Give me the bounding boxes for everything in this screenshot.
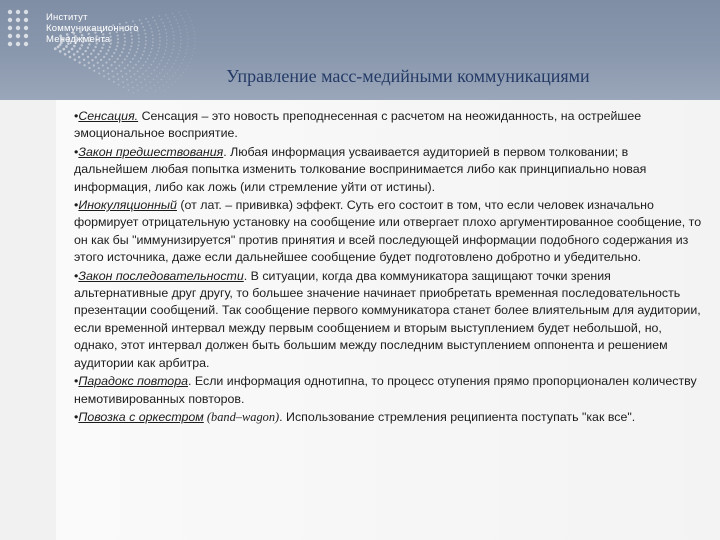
logo-dot	[100, 59, 102, 61]
slide-body	[74, 108, 704, 427]
logo-dot	[141, 22, 143, 24]
term: Закон последовательности	[78, 268, 244, 283]
logo-dot	[185, 52, 186, 53]
logo-dot	[151, 48, 153, 50]
logo-dot	[132, 87, 134, 89]
logo-dot	[93, 49, 95, 51]
logo-dot	[180, 46, 181, 47]
logo-dot	[108, 58, 110, 60]
logo-dot	[16, 18, 20, 22]
logo-dot	[158, 30, 160, 32]
logo-dot	[185, 10, 186, 11]
logo-dot	[68, 50, 71, 53]
logo-dot	[166, 36, 168, 38]
definition-text: Сенсация – это новость преподнесенная с расчетом на неожиданность, на острейшее эмоциональное восприятие.	[74, 109, 642, 141]
logo-dot	[153, 61, 155, 63]
logo-dot	[182, 18, 183, 19]
logo-dot	[156, 23, 158, 25]
definition-text: . Любая информация усваивается аудиторией в первом толковании; в дальнейшем любая попытка изменить толкование воспринимается либо как принципиально новая информация, либо как ложь (или стремление уйти от истины).	[74, 144, 647, 194]
logo-dot	[187, 13, 188, 14]
logo-dot	[162, 22, 164, 24]
logo-dot	[149, 24, 151, 26]
logo-dot	[95, 56, 97, 58]
logo-dot	[111, 55, 113, 57]
logo-dot	[165, 14, 167, 16]
bullet: •	[74, 268, 79, 283]
logo-dot	[121, 51, 123, 53]
logo-dot	[145, 43, 147, 45]
logo-dot	[194, 48, 195, 49]
logo-dot	[154, 20, 156, 22]
logo-dot	[173, 63, 174, 64]
logo-dot	[156, 54, 158, 56]
logo-line: Институт	[46, 12, 88, 23]
logo-dot	[105, 53, 107, 55]
definition-text: (от лат. – прививка) эффект. Суть его состоит в том, что если человек изначально формирует отрицательную установку на сообщение или отвергает плохо аргументированное сообщение, то он как бы "иммунизируется" против принятия и всей последующей информации подобного содержания из этого источника, даже если дальнейшее сообщение будет подготовлено добротно и убедительно.	[74, 198, 702, 265]
logo-dot	[8, 10, 12, 14]
logo-dot	[8, 34, 12, 38]
bullet: •	[74, 198, 79, 213]
logo-text	[46, 12, 139, 45]
logo-dot	[79, 47, 82, 50]
logo-dot	[24, 26, 28, 30]
logo-dot	[174, 16, 175, 17]
logo-dot	[189, 17, 190, 18]
logo-dot	[16, 34, 20, 38]
logo-dot	[83, 59, 85, 61]
logo-dot	[126, 55, 128, 57]
logo-dot	[177, 23, 178, 24]
logo-dot	[150, 87, 151, 88]
logo-dot	[138, 60, 140, 62]
logo-dot	[190, 58, 191, 59]
bullet: •	[74, 409, 79, 424]
logo-dot	[187, 42, 188, 43]
logo-dot	[159, 37, 161, 39]
logo-dot	[185, 25, 186, 26]
logo-dot	[157, 50, 159, 52]
logo-dot	[183, 59, 184, 60]
logo-dot	[152, 17, 154, 19]
logo-dot	[189, 62, 190, 63]
logo-dot	[166, 62, 168, 64]
logo-dot	[172, 13, 173, 14]
bullet: •	[74, 144, 79, 159]
logo-dot	[170, 56, 172, 58]
logo-dot	[165, 50, 167, 52]
logo-dot	[171, 52, 173, 54]
definition-text: . Использование стремления реципиента поступать "как все".	[279, 409, 636, 424]
logo-dot	[190, 20, 191, 21]
logo-dot	[82, 53, 84, 55]
logo-dot	[187, 39, 188, 40]
logo-dot	[155, 57, 157, 59]
logo-dot	[97, 62, 99, 64]
logo-dot	[150, 51, 152, 53]
logo-dot	[59, 50, 62, 53]
logo-dot	[166, 43, 168, 45]
logo-dot	[8, 18, 12, 22]
logo-dot	[178, 11, 179, 12]
logo-dot	[168, 59, 170, 61]
logo-dot	[151, 31, 153, 33]
logo-dot	[146, 90, 147, 91]
logo-dot	[69, 56, 72, 59]
logo-dot	[159, 44, 161, 46]
logo-dot	[144, 47, 146, 49]
logo-dot	[109, 46, 111, 48]
term: Закон предшествования	[78, 144, 224, 159]
logo-dot	[54, 47, 57, 50]
logo-dot	[173, 38, 175, 40]
logo-dot	[178, 26, 179, 27]
logo-dot	[161, 19, 163, 21]
logo-dot	[90, 53, 92, 55]
logo-dot	[78, 56, 80, 58]
logo-dot	[166, 46, 168, 48]
logo-dot	[87, 47, 89, 49]
logo-dot	[166, 39, 168, 41]
logo-dot	[159, 15, 161, 17]
list-item	[74, 409, 704, 426]
logo-dot	[187, 32, 188, 33]
logo-dot	[194, 45, 195, 46]
definition-text: . В ситуации, когда два коммуникатора защищают точки зрения альтернативные друг другу, то большее значение начинает приобретать временная последовательность презентации сообщений. Так сообщение первого коммуникатора станет более влиятельным для аудитории, если временной интервал между первым сообщением и вторым выступлением будет небольшой, но, однако, этот интервал должен быть большим между последним выступлением оппонента и решением аудитории как арбитра.	[74, 268, 701, 370]
logo-dot	[16, 42, 20, 46]
term-aside: (band–wagon)	[203, 409, 280, 424]
logo-dot	[152, 38, 154, 40]
logo-dot	[170, 24, 172, 26]
logo-dot	[57, 46, 60, 49]
logo-dot	[193, 51, 194, 52]
logo-dot	[159, 40, 161, 42]
logo-dot	[179, 29, 180, 30]
bullet: •	[74, 374, 79, 389]
logo-dot	[161, 60, 163, 62]
logo-dot	[73, 45, 76, 48]
logo-dot	[141, 87, 143, 89]
logo-dot	[175, 60, 176, 61]
logo-dot	[165, 29, 167, 31]
logo-dot	[114, 61, 116, 63]
logo-dot	[155, 90, 156, 91]
list-item	[74, 108, 704, 143]
logo-dot	[71, 48, 74, 51]
logo-dot	[192, 24, 193, 25]
logo-dot	[103, 56, 105, 58]
logo-dot	[186, 49, 187, 50]
logo-dot	[8, 42, 12, 46]
logo-dot	[173, 42, 175, 44]
logo-dot	[192, 55, 193, 56]
logo-dot	[24, 18, 28, 22]
logo-dot	[24, 42, 28, 46]
logo-dot	[145, 18, 147, 20]
logo-dot	[194, 31, 195, 32]
logo-dot	[173, 35, 175, 37]
logo-dot	[152, 45, 154, 47]
logo-dot	[187, 35, 188, 36]
logo-dot	[143, 50, 145, 52]
logo-dot	[159, 87, 160, 88]
logo-dot	[173, 45, 175, 47]
logo-dot	[186, 28, 187, 29]
logo-dot	[134, 55, 136, 57]
logo-dot	[179, 50, 180, 51]
logo-dot	[140, 57, 142, 59]
logo-dot	[184, 56, 185, 57]
logo-dot	[16, 10, 20, 14]
logo-dot	[137, 90, 139, 92]
logo-dot	[145, 36, 147, 38]
logo-dot	[73, 53, 76, 56]
logo-dot	[119, 55, 121, 57]
logo-dot	[187, 46, 188, 47]
logo-dot	[142, 54, 144, 56]
list-item	[74, 197, 704, 267]
logo-dot	[180, 33, 181, 34]
logo-dot	[139, 19, 141, 21]
logo-dot	[94, 46, 96, 48]
logo-dot	[24, 10, 28, 14]
logo-dot	[87, 56, 89, 58]
list-item	[74, 144, 704, 196]
logo-dot	[142, 26, 144, 28]
logo-dot	[137, 48, 139, 50]
logo-dot	[164, 90, 165, 91]
term: Парадокс повтора	[78, 374, 188, 389]
logo-dot	[175, 19, 176, 20]
logo-dot	[194, 38, 195, 39]
logo-dot	[129, 49, 131, 51]
list-item	[74, 373, 704, 408]
logo-dot	[164, 25, 166, 27]
logo-dot	[167, 17, 169, 19]
logo-dot	[124, 58, 126, 60]
logo-dot	[147, 58, 149, 60]
logo-dot	[64, 53, 67, 56]
term: Сенсация.	[78, 109, 139, 123]
logo-dot	[76, 50, 79, 53]
logo-dot	[159, 63, 161, 65]
logo-dot	[101, 47, 103, 49]
logo-dot	[194, 41, 195, 42]
logo-dot	[79, 61, 81, 63]
logo-dot	[157, 26, 159, 28]
logo-dot	[130, 45, 132, 47]
logo-dot	[149, 55, 151, 57]
term: Повозка с оркестром	[78, 409, 204, 424]
list-item	[74, 268, 704, 372]
logo-dot	[181, 63, 182, 64]
logo-dot	[193, 27, 194, 28]
logo-dot	[113, 52, 115, 54]
logo-dot	[169, 21, 171, 23]
logo-dot	[116, 45, 118, 47]
logo-dot	[172, 49, 174, 51]
logo-dot	[159, 33, 161, 35]
logo-dot	[178, 53, 179, 54]
logo-dot	[164, 53, 166, 55]
logo-dot	[115, 49, 117, 51]
logo-dot	[130, 61, 132, 63]
logo-dot	[117, 58, 119, 60]
logo-dot	[180, 40, 181, 41]
logo-dot	[91, 59, 93, 61]
logo-dot	[121, 62, 123, 64]
term: Инокуляционный	[78, 198, 177, 213]
logo-line: Менеджмента	[46, 34, 111, 45]
logo-dot	[144, 33, 146, 35]
logo-dot	[168, 87, 169, 88]
logo-dot	[133, 92, 135, 94]
logo-dot	[147, 21, 149, 23]
logo-dot	[172, 28, 174, 30]
logo-dot	[100, 50, 102, 52]
logo-dot	[65, 45, 68, 48]
logo-dot	[128, 52, 130, 54]
logo-dot	[16, 26, 20, 30]
logo-dot	[194, 34, 195, 35]
logo-dot	[62, 48, 65, 51]
logo-dot	[172, 31, 174, 33]
logo-dot	[107, 49, 109, 51]
logo-dot	[145, 40, 147, 42]
definition-text: . Если информация однотипна, то процесс отупения прямо пропорционален количеству немотивированных повторов.	[74, 374, 697, 406]
logo-dot	[162, 57, 164, 59]
logo-dot	[180, 43, 181, 44]
logo-dot	[136, 51, 138, 53]
logo-dot	[24, 34, 28, 38]
logo-dot	[152, 41, 154, 43]
logo-dot	[158, 47, 160, 49]
logo-dot	[166, 32, 168, 34]
logo-dot	[132, 58, 134, 60]
logo-dot	[177, 57, 178, 58]
logo-dot	[74, 58, 76, 60]
logo-dot	[145, 61, 147, 63]
logo-dot	[152, 34, 154, 36]
logo-dot	[180, 15, 181, 16]
logo-line: Коммуникационного	[46, 23, 139, 34]
bullet: •	[74, 109, 79, 123]
logo-dot	[105, 62, 107, 64]
logo-dot	[84, 50, 86, 52]
logo-dot	[128, 89, 130, 91]
slide-title: Управление масс-медийными коммуникациями	[226, 66, 590, 86]
logo-dot	[122, 48, 124, 50]
logo-dot	[8, 26, 12, 30]
logo-dot	[97, 53, 99, 55]
logo-dot	[144, 29, 146, 31]
logo-dot	[150, 28, 152, 30]
header-band	[0, 0, 720, 100]
logo-dot	[88, 62, 90, 64]
logo-dot	[184, 21, 185, 22]
logo-dot	[180, 36, 181, 37]
